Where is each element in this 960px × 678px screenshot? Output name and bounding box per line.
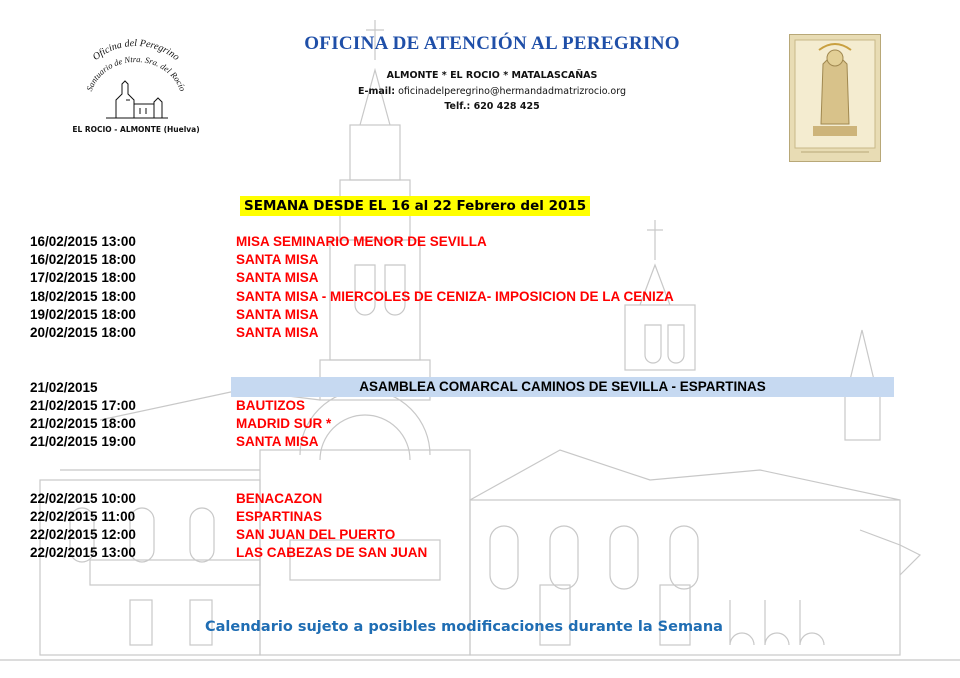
row-event: SANTA MISA - MIERCOLES DE CENIZA- IMPOSICION DE LA CENIZA (236, 289, 674, 304)
phone-number: 620 428 425 (473, 101, 540, 112)
email-line (262, 86, 722, 97)
row-datetime: 22/02/2015 10:00 (30, 491, 136, 506)
row-event: ESPARTINAS (236, 509, 323, 524)
email-address[interactable]: oficinadelperegrino@hermandadmatrizrocio.org (398, 86, 626, 97)
logo-arc-text-2: Santuario de Ntra. Sra. del Rocío (83, 53, 189, 93)
row-event: SANTA MISA (236, 434, 319, 449)
logo-bottom-text: EL ROCIO - ALMONTE (Huelva) (72, 125, 200, 134)
banner-date: 21/02/2015 (30, 380, 98, 395)
footer-note: Calendario sujeto a posibles modificaciones durante la Semana (205, 619, 723, 635)
row-event: SANTA MISA (236, 252, 319, 267)
row-event: SANTA MISA (236, 307, 319, 322)
row-event: MADRID SUR * (236, 416, 332, 431)
week-heading: SEMANA DESDE EL 16 al 22 Febrero del 2015 (240, 196, 590, 216)
row-datetime: 22/02/2015 11:00 (30, 509, 136, 524)
row-datetime: 22/02/2015 12:00 (30, 527, 136, 542)
row-datetime: 16/02/2015 18:00 (30, 252, 136, 267)
row-event: SANTA MISA (236, 325, 319, 340)
row-datetime: 21/02/2015 19:00 (30, 434, 136, 449)
row-event: MISA SEMINARIO MENOR DE SEVILLA (236, 234, 487, 249)
phone-label: Telf.: (444, 101, 471, 112)
row-datetime: 22/02/2015 13:00 (30, 545, 136, 560)
row-datetime: 16/02/2015 13:00 (30, 234, 136, 249)
row-datetime: 20/02/2015 18:00 (30, 325, 136, 340)
row-event: SANTA MISA (236, 270, 319, 285)
assembly-banner: ASAMBLEA COMARCAL CAMINOS DE SEVILLA - ESPARTINAS (231, 377, 894, 397)
row-datetime: 18/02/2015 18:00 (30, 289, 136, 304)
virgin-image (789, 34, 881, 162)
row-datetime: 21/02/2015 17:00 (30, 398, 136, 413)
row-event: BAUTIZOS (236, 398, 305, 413)
row-event: LAS CABEZAS DE SAN JUAN (236, 545, 428, 560)
row-datetime: 17/02/2015 18:00 (30, 270, 136, 285)
row-datetime: 21/02/2015 18:00 (30, 416, 136, 431)
row-event: SAN JUAN DEL PUERTO (236, 527, 396, 542)
office-title: OFICINA DE ATENCIÓN AL PEREGRINO (304, 33, 680, 54)
email-label: E-mail: (358, 86, 396, 97)
logo-arc-text-1: Oficina del Peregrino (90, 38, 182, 63)
phone-line (262, 101, 722, 112)
row-datetime: 19/02/2015 18:00 (30, 307, 136, 322)
office-logo (66, 38, 206, 138)
places-line: ALMONTE * EL ROCIO * MATALASCAÑAS (386, 70, 598, 81)
row-event: BENACAZON (236, 491, 323, 506)
